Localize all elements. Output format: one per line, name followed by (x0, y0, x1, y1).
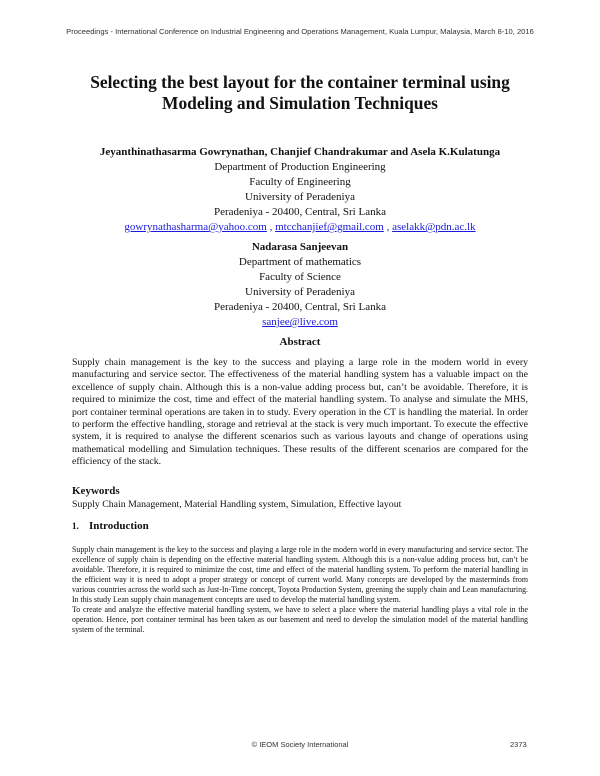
second-author-address: Peradeniya - 20400, Central, Sri Lanka (214, 301, 386, 313)
introduction-paragraph-2: To create and analyze the effective material handling system, we have to select a place where the material handling plays a vital role in the operation. Hence, port container terminal has been taken as our basement and need to develop the simulation model of the material handling system of the terminal. (72, 605, 528, 635)
section-number: 1. (72, 521, 79, 531)
introduction-body (72, 545, 528, 635)
email-link-1[interactable]: gowrynathasharma@yahoo.com (124, 221, 267, 233)
second-author-email-link[interactable]: sanjee@live.com (262, 316, 338, 328)
author-address: Peradeniya - 20400, Central, Sri Lanka (214, 206, 386, 218)
author-university: University of Peradeniya (245, 191, 355, 203)
email-link-2[interactable]: mtcchanjief@gmail.com (275, 221, 384, 233)
author-faculty: Faculty of Engineering (249, 176, 351, 188)
abstract-text: Supply chain management is the key to the success and playing a large role in the modern world in every manufacturing and service sector. The effectiveness of the material handling system has a valuable impact on the excellence of supply chain. Although this is a non-value adding process but, can’t be avoidable. Therefore, it is required to minimize the cost, time and effect of the material handling system. To analyse and simulate the MHS, port container terminal operations are taken in to study. Every operation in the CT is handling the material. In order to perform the effective handling, storage and retrieval at the stack is very much important. To execute the effective system, it is required to analyse the different scenarios such as various layouts and change of operations using mathematical modelling and Simulation techniques. These results of the different scenarios are compared for the efficiency of the stack. (72, 357, 528, 468)
introduction-heading (72, 520, 149, 532)
author-block (40, 145, 560, 235)
title-line-2: Modeling and Simulation Techniques (162, 93, 438, 113)
second-author-block (40, 240, 560, 330)
second-author-university: University of Peradeniya (245, 286, 355, 298)
author-names: Jeyanthinathasarma Gowrynathan, Chanjief Chandrakumar and Asela K.Kulatunga (99, 146, 501, 158)
keywords-text: Supply Chain Management, Material Handling system, Simulation, Effective layout (72, 499, 402, 510)
running-header: Proceedings - International Conference on Industrial Engineering and Operations Management, Kuala Lumpur, Malaysia, March 8-10, 2016 (66, 27, 534, 36)
email-separator-2: , (383, 221, 393, 233)
second-author-department: Department of mathematics (238, 256, 362, 268)
introduction-paragraph-1: Supply chain management is the key to the success and playing a large role in the modern world in every manufacturing and service sector. The excellence of supply chain is depending on the effective material handling system. Although this is a non-value adding process but, can’t be avoidable. Therefore, it is required to minimize the cost, time and effect of the material handling system. To perform the material handling in the efficient way it is need to adopt a proper strategy or concept of current world. Many concepts are developed by the masterminds from various countries across the world such as Just-In-Time concept, Toyota Production System, greening the supply chain and Lean manufacturing. In this study Lean supply chain management concepts are used to develop the material handling system. (72, 545, 528, 605)
paper-title (40, 72, 560, 114)
keywords-heading: Keywords (72, 485, 120, 497)
abstract-heading: Abstract (279, 336, 321, 348)
email-separator-1: , (266, 221, 276, 233)
footer-copyright: © IEOM Society International (251, 740, 349, 749)
title-line-1: Selecting the best layout for the container terminal using (90, 72, 510, 92)
author-department: Department of Production Engineering (214, 161, 386, 173)
email-link-3[interactable]: aselakk@pdn.ac.lk (392, 221, 476, 233)
section-title: Introduction (89, 520, 149, 532)
second-author-faculty: Faculty of Science (259, 271, 341, 283)
author-emails (40, 220, 560, 235)
page-number: 2373 (510, 740, 527, 749)
second-author-name: Nadarasa Sanjeevan (251, 241, 349, 253)
